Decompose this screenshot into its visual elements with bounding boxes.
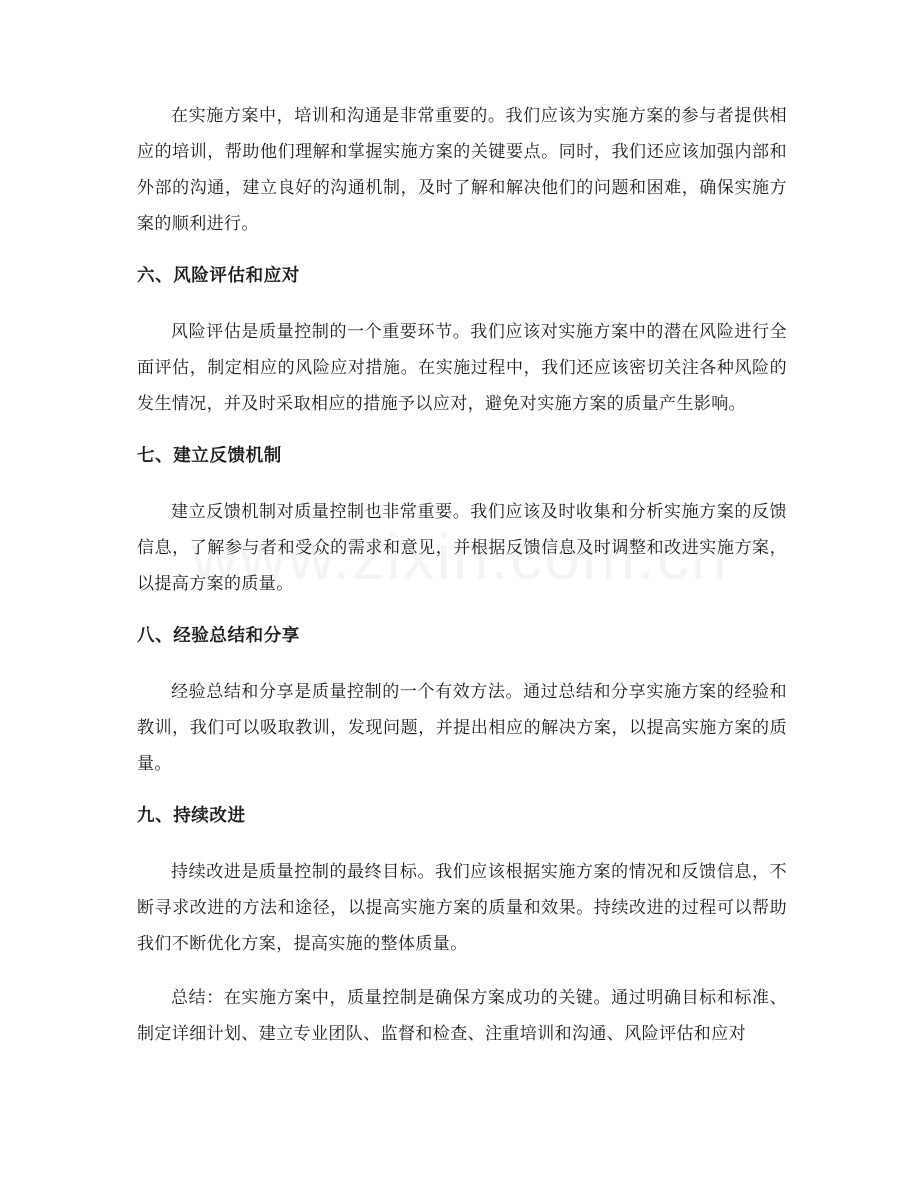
- paragraph-risk: 风险评估是质量控制的一个重要环节。我们应该对实施方案中的潜在风险进行全面评估，制定相应的风险应对措施。在实施过程中，我们还应该密切关注各种风险的发生情况，并及时采取相应的措施予以应对，避免对实施方案的质量产生影响。: [137, 322, 787, 414]
- paragraph-experience: 经验总结和分享是质量控制的一个有效方法。通过总结和分享实施方案的经验和教训，我们可以吸取教训，发现问题，并提出相应的解决方案，以提高实施方案的质量。: [137, 682, 787, 774]
- paragraph-feedback: 建立反馈机制对质量控制也非常重要。我们应该及时收集和分析实施方案的反馈信息，了解参与者和受众的需求和意见，并根据反馈信息及时调整和改进实施方案，以提高方案的质量。: [137, 502, 787, 594]
- section-heading-risk: 六、风险评估和应对: [137, 266, 300, 286]
- paragraph-improvement: 持续改进是质量控制的最终目标。我们应该根据实施方案的情况和反馈信息，不断寻求改进的方法和途径，以提高实施方案的质量和效果。持续改进的过程可以帮助我们不断优化方案，提高实施的整体质量。: [137, 862, 787, 954]
- document-body: [137, 98, 787, 1070]
- paragraph-summary: 总结：在实施方案中，质量控制是确保方案成功的关键。通过明确目标和标准、制定详细计划、建立专业团队、监督和检查、注重培训和沟通、风险评估和应对: [137, 988, 787, 1044]
- section-heading-improvement: 九、持续改进: [137, 806, 246, 826]
- paragraph-training-communication: 在实施方案中，培训和沟通是非常重要的。我们应该为实施方案的参与者提供相应的培训，帮助他们理解和掌握实施方案的关键要点。同时，我们还应该加强内部和外部的沟通，建立良好的沟通机制，及时了解和解决他们的问题和困难，确保实施方案的顺利进行。: [137, 106, 787, 234]
- section-heading-experience: 八、经验总结和分享: [137, 626, 300, 646]
- section-heading-feedback: 七、建立反馈机制: [137, 446, 282, 466]
